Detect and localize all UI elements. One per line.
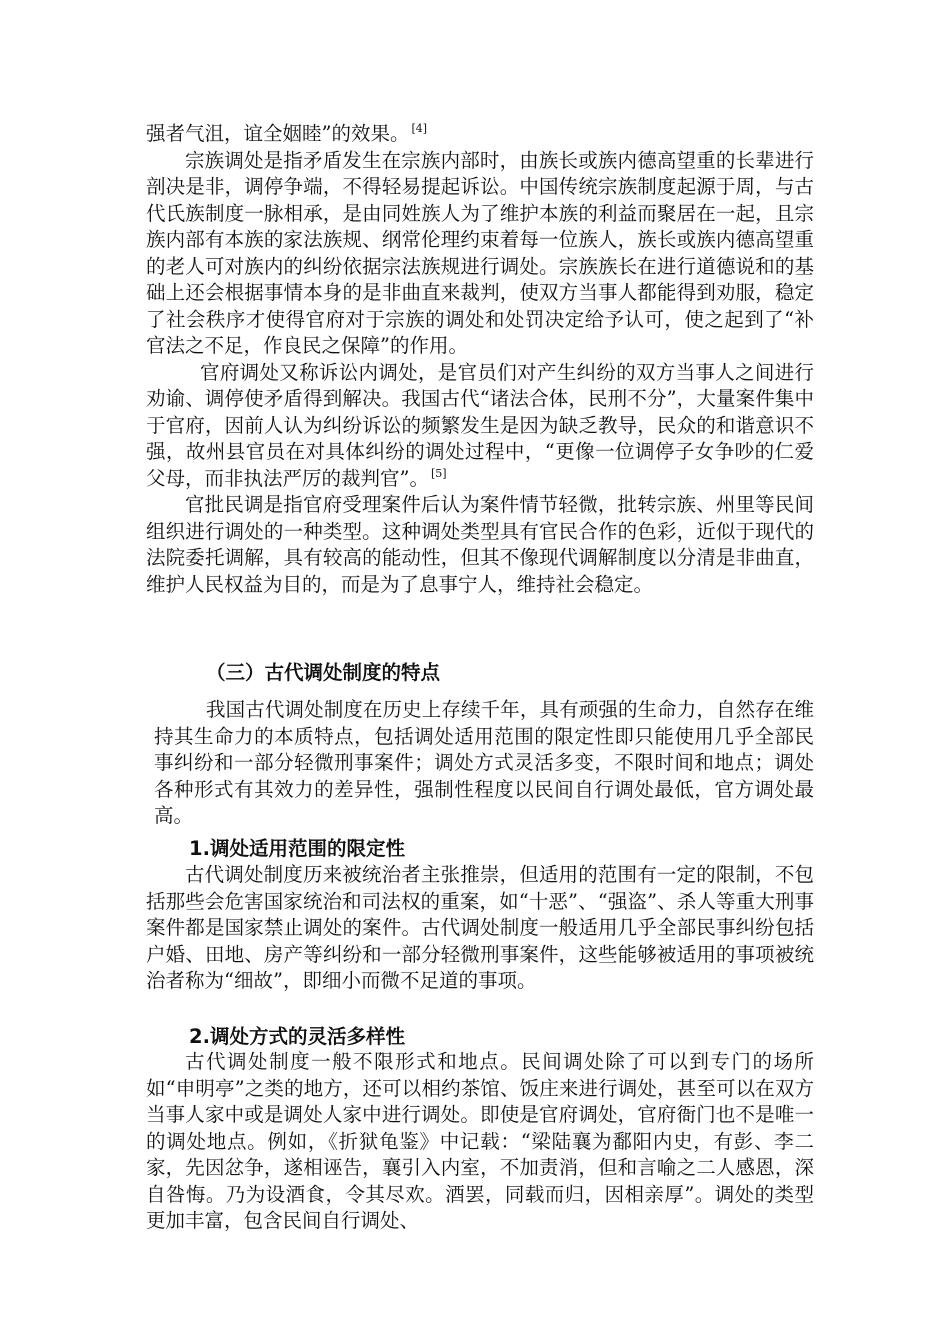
paragraph-flexibility: 古代调处制度一般不限形式和地点。民间调处除了可以到专门的场所如“申明亭”之类的地方，还可以相约茶馆、饭庄来进行调处，甚至可以在双方当事人家中或是调处人家中进行调处。即使是官府调处，官府衙门也不是唯一的调处地点。例如，《折狱龟鉴》中记载：“梁陆襄为鄱阳内史，有彭、李二家，先因忿争，遂相诬告，襄引入内室，不加责消，但和言喻之二人感恩，深自咎悔。乃为设酒食，令其尽欢。酒罢，同载而归，因相亲厚”。调处的类型更加丰富，包含民间自行调处、 xyxy=(146,1050,814,1232)
body-block-1 xyxy=(146,121,814,598)
paragraph-clan-mediation: 宗族调处是指矛盾发生在宗族内部时，由族长或族内德高望重的长辈进行剖决是非，调停争端，不得轻易提起诉讼。中国传统宗族制度起源于周，与古代氏族制度一脉相承，是由同姓族人为了维护本族的利益而聚居在一起，且宗族内部有本族的家法族规、纲常伦理约束着每一位族人，族长或族内德高望重的老人可对族内的纠纷依据宗法族规进行调处。宗族族长在进行道德说和的基础上还会根据事情本身的是非曲直来裁判，使双方当事人都能得到劝服，稳定了社会秩序才使得官府对于宗族的调处和处罚决定给予认可，使之起到了“补官法之不足，作良民之保障”的作用。 xyxy=(146,148,814,357)
paragraph-text: 强者气沮，谊全姻睦”的效果。 xyxy=(146,122,410,145)
section-intro-block xyxy=(154,697,814,830)
paragraph-scope: 古代调处制度历来被统治者主张推崇，但适用的范围有一定的限制，不包括那些会危害国家统治和司法权的重案，如“十恶”、“强盗”、杀人等重大刑事案件都是国家禁止调处的案件。古代调处制度一般适用几乎全部民事纠纷包括户婚、田地、房产等纠纷和一部分轻微刑事案件，这些能够被适用的事项被统治者称为“细故”，即细小而微不足道的事项。 xyxy=(146,863,814,992)
subsection-heading-2: 2.调处方式的灵活多样性 xyxy=(189,1025,405,1048)
subsection-heading-1: 1.调处适用范围的限定性 xyxy=(189,837,405,860)
citation-marker: [5] xyxy=(430,466,447,480)
paragraph-section-intro: 我国古代调处制度在历史上存续千年，具有顽强的生命力，自然存在维持其生命力的本质特点，包括调处适用范围的限定性即只能使用几乎全部民事纠纷和一部分轻微刑事案件；调处方式灵活多变，不限时间和地点；调处各种形式有其效力的差异性，强制性程度以民间自行调处最低，官方调处最高。 xyxy=(154,698,814,827)
section-heading: （三）古代调处制度的特点 xyxy=(206,661,441,684)
paragraph-continuation xyxy=(146,121,814,148)
citation-marker: [4] xyxy=(411,122,428,135)
subsection-1-block xyxy=(146,862,814,995)
subsection-2-block xyxy=(146,1049,814,1235)
paragraph-text: 官府调处又称诉讼内调处，是官员们对产生纠纷的双方当事人之间进行劝谕、调停使矛盾得到解决。我国古代“诸法合体，民刑不分”，大量案件集中于官府，因前人认为纠纷诉讼的频繁发生是因为缺乏教导，民众的和谐意识不强，故州县官员在对具体纠纷的调处过程中，“更像一位调停子女争吵的仁爱父母，而非执法严厉的裁判官”。 xyxy=(146,360,814,490)
paragraph-official-mediation xyxy=(146,360,814,493)
paragraph-delegated-mediation: 官批民调是指官府受理案件后认为案件情节轻微，批转宗族、州里等民间组织进行调处的一种类型。这种调处类型具有官民合作的色彩，近似于现代的法院委托调解，具有较高的能动性，但其不像现代调解制度以分清是非曲直，维护人民权益为目的，而是为了息事宁人，维持社会稳定。 xyxy=(146,493,814,596)
